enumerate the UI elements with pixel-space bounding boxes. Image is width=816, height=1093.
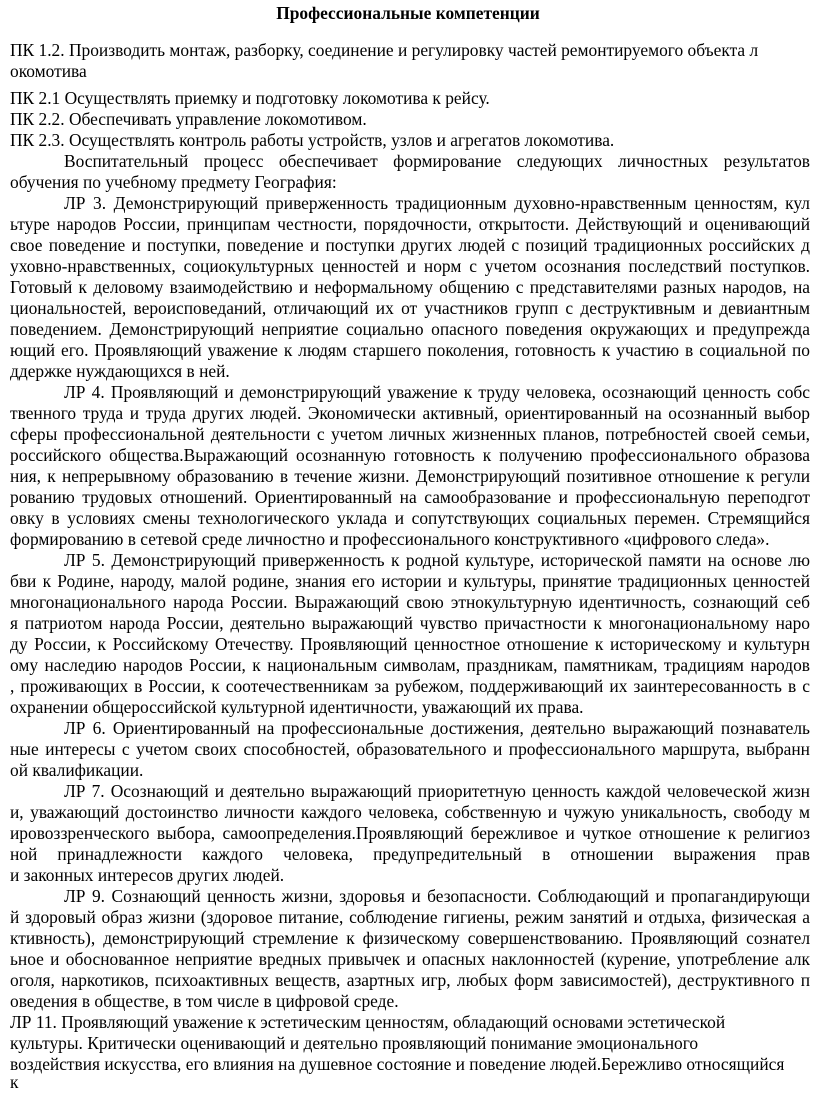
text-line: культуры. Критически оценивающий и деятельно проявляющий понимание эмоционального (10, 1033, 699, 1053)
text-line: ЛР 7. Осознающий и деятельно выражающий приоритетную ценность каждой человеческой жизн (64, 781, 810, 801)
text-line: ой квалификации. (10, 760, 144, 780)
document-title: Профессиональные компетенции (276, 3, 540, 23)
text-line: ьтуре народов России, принципам честности, порядочности, открытости. Действующий и оценивающий (10, 214, 810, 234)
text-line: поведением. Демонстрирующий неприятие социально опасного поведения окружающих и предупрежда (10, 319, 810, 339)
text-line: оведения в обществе, в том числе в цифровой среде. (10, 991, 399, 1011)
text-line: й здоровый образ жизни (здоровое питание, соблюдение гигиены, режим занятий и отдыха, физическая а (10, 907, 810, 927)
text-line: ЛР 9. Сознающий ценность жизни, здоровья и безопасности. Соблюдающий и пропагандирующи (64, 886, 810, 906)
text-line: Готовый к деловому взаимодействию и неформальному общению с представителями разных народов, на (10, 277, 810, 297)
text-line: , проживающих в России, к соотечественникам за рубежом, поддерживающий их заинтересованность в с (10, 676, 810, 696)
text-line: твенного труда и труда других людей. Экономически активный, ориентированный на осознанный выбор (10, 403, 810, 423)
text-line: формированию в сетевой среде личностно и профессионального конструктивного «цифрового следа». (10, 529, 770, 549)
text-line: ния, к непрерывному образованию в течение жизни. Демонстрирующий позитивное отношение к регули (10, 466, 810, 486)
text-line: ировоззренческого выбора, самоопределения.Проявляющий бережливое и чуткое отношение к религиоз (10, 823, 810, 843)
text-line: ПК 1.2. Производить монтаж, разборку, соединение и регулировку частей ремонтируемого объекта л (10, 40, 759, 60)
text-line: воздействия искусства, его влияния на душевное состояние и поведение людей.Бережливо относящийся (10, 1054, 785, 1074)
text-line: и законных интересов других людей. (10, 865, 285, 885)
text-line: ЛР 3. Демонстрирующий приверженность традиционным духовно-нравственным ценностям, кул (64, 193, 810, 213)
text-line: ьное и обоснованное неприятие вредных привычек и опасных наклонностей (курение, употребление алк (10, 949, 810, 969)
text-line: ЛР 6. Ориентированный на профессиональные достижения, деятельно выражающий познаватель (64, 718, 810, 738)
text-line: многонационального народа России. Выражающий свою этнокультурную идентичность, сознающий себ (10, 592, 810, 612)
text-line: ЛР 11. Проявляющий уважение к эстетическим ценностям, обладающий основами эстетической (10, 1012, 726, 1032)
text-line: ддержке нуждающихся в ней. (10, 361, 230, 381)
text-line: ЛР 4. Проявляющий и демонстрирующий уважение к труду человека, осознающий ценность собс (64, 382, 810, 402)
text-line: ПК 2.2. Обеспечивать управление локомотивом. (10, 109, 367, 129)
text-line: обучения по учебному предмету География: (10, 172, 337, 192)
text-line: ные интересы с учетом своих способностей, образовательного и профессионального маршрута, выбранн (10, 739, 810, 759)
text-line: к (10, 1072, 19, 1092)
text-line: оголя, наркотиков, психоактивных веществ, азартных игр, любых форм зависимостей), деструктивного п (10, 970, 810, 990)
text-line: бви к Родине, народу, малой родине, знания его истории и культуры, принятие традиционных ценностей (10, 571, 810, 591)
text-line: ктивность), демонстрирующий стремление к физическому совершенствованию. Проявляющий сознател (10, 928, 810, 948)
text-line: свое поведение и поступки, поведение и поступки других людей с позиций традиционных российских д (10, 235, 810, 255)
text-line: рованию трудовых отношений. Ориентированный на самообразование и профессиональную переподгот (10, 487, 810, 507)
text-line: ПК 2.3. Осуществлять контроль работы устройств, узлов и агрегатов локомотива. (10, 130, 615, 150)
text-line: ому наследию народов России, к национальным символам, праздникам, памятникам, традициям народов (10, 655, 810, 675)
text-line: ющий его. Проявляющий уважение к людям старшего поколения, готовность к участию в социальной по (10, 340, 810, 360)
text-line: циональностей, вероисповеданий, отличающий их от участников групп с деструктивным и девиантным (10, 298, 810, 318)
text-line: российского общества.Выражающий осознанную готовность к получению профессионального образова (10, 445, 810, 465)
text-line: ду России, к Российскому Отечеству. Проявляющий ценностное отношение к историческому и культурн (10, 634, 810, 654)
text-line: ной принадлежности каждого человека, предупредительный в отношении выражения прав (10, 844, 810, 864)
text-line: овку в условиях смены технологического уклада и сопутствующих социальных перемен. Стремящийся (10, 508, 810, 528)
text-line: ЛР 5. Демонстрирующий приверженность к родной культуре, исторической памяти на основе лю (64, 550, 810, 570)
text-line: окомотива (10, 61, 87, 81)
text-line: охранении общероссийской культурной идентичности, уважающий их права. (10, 697, 584, 717)
text-line: и, уважающий достоинство личности каждого человека, собственную и чужую уникальность, свободу м (10, 802, 810, 822)
text-line: я патриотом народа России, деятельно выражающий чувство причастности к многонациональному наро (10, 613, 810, 633)
text-line: уховно-нравственных, социокультурных ценностей и норм с учетом осознания последствий поступков. (10, 256, 810, 276)
text-line: Воспитательный процесс обеспечивает формирование следующих личностных результатов (64, 151, 810, 171)
text-line: сферы профессиональной деятельности с учетом личных жизненных планов, потребностей своей семьи, (10, 424, 810, 444)
text-line: ПК 2.1 Осуществлять приемку и подготовку локомотива к рейсу. (10, 88, 490, 108)
